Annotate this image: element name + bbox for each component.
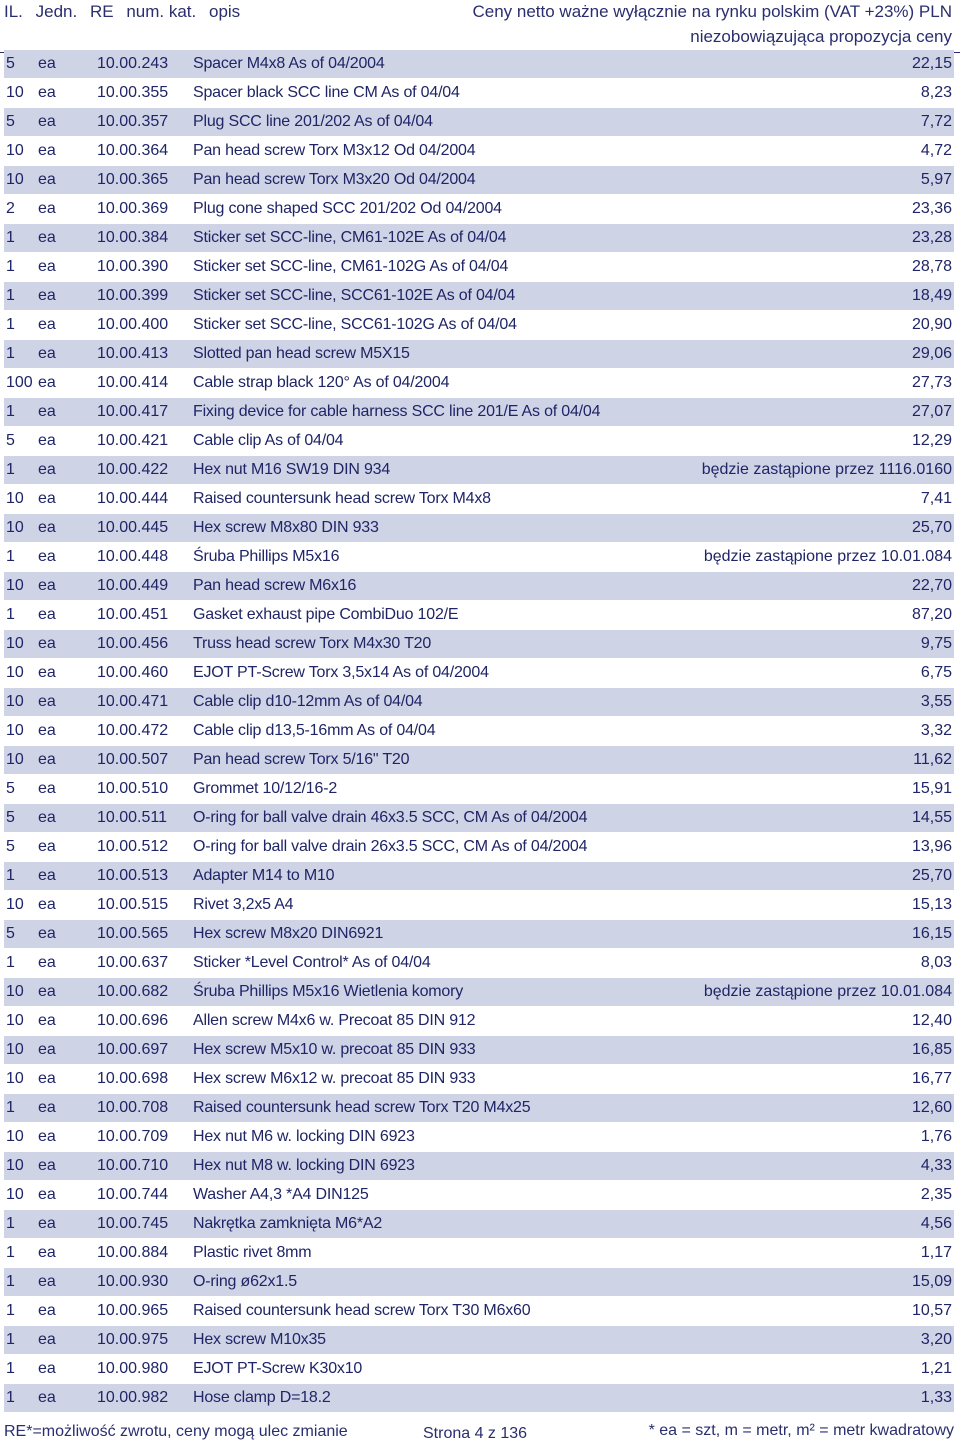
row-unit: ea [38, 1244, 56, 1261]
table-row [4, 485, 954, 514]
row-price: 1,33 [920, 1389, 952, 1406]
row-unit: ea [38, 1128, 56, 1145]
column-headers [4, 2, 248, 22]
row-price: 27,07 [911, 403, 952, 420]
row-catalog-number: 10.00.565 [97, 925, 169, 942]
row-description: Spacer black SCC line CM As of 04/04 [193, 84, 460, 101]
row-description: Gasket exhaust pipe CombiDuo 102/E [193, 606, 459, 623]
row-price: 20,90 [911, 316, 952, 333]
row-catalog-number: 10.00.384 [97, 229, 169, 246]
row-quantity: 1 [6, 287, 15, 304]
row-quantity: 10 [6, 751, 24, 768]
row-quantity: 1 [6, 1215, 15, 1232]
row-description: Cable clip d13,5-16mm As of 04/04 [193, 722, 436, 739]
row-catalog-number: 10.00.448 [97, 548, 169, 565]
row-description: Sticker set SCC-line, SCC61-102E As of 04/04 [193, 287, 516, 304]
row-quantity: 1 [6, 1273, 15, 1290]
row-quantity: 10 [6, 1041, 24, 1058]
row-price: 12,60 [911, 1099, 952, 1116]
row-description: Cable strap black 120° As of 04/2004 [193, 374, 450, 391]
table-row [4, 543, 954, 572]
row-quantity: 1 [6, 316, 15, 333]
row-description: Pan head screw M6x16 [193, 577, 357, 594]
row-quantity: 1 [6, 1099, 15, 1116]
row-price: 16,85 [911, 1041, 952, 1058]
row-unit: ea [38, 200, 56, 217]
price-list [4, 50, 954, 1413]
table-row [4, 224, 954, 253]
row-unit: ea [38, 1012, 56, 1029]
table-row [4, 1007, 954, 1036]
row-quantity: 10 [6, 664, 24, 681]
row-unit: ea [38, 374, 56, 391]
row-description: Pan head screw Torx M3x12 Od 04/2004 [193, 142, 476, 159]
row-quantity: 1 [6, 1331, 15, 1348]
table-row [4, 1094, 954, 1123]
row-price: 3,32 [920, 722, 952, 739]
row-unit: ea [38, 1331, 56, 1348]
row-description: Rivet 3,2x5 A4 [193, 896, 294, 913]
row-price: 23,28 [911, 229, 952, 246]
row-unit: ea [38, 519, 56, 536]
row-price: 10,57 [911, 1302, 952, 1319]
row-quantity: 1 [6, 1389, 15, 1406]
row-catalog-number: 10.00.513 [97, 867, 169, 884]
table-row [4, 108, 954, 137]
row-unit: ea [38, 635, 56, 652]
row-unit: ea [38, 461, 56, 478]
row-catalog-number: 10.00.708 [97, 1099, 169, 1116]
row-quantity: 5 [6, 113, 15, 130]
row-unit: ea [38, 55, 56, 72]
row-unit: ea [38, 925, 56, 942]
row-quantity: 1 [6, 345, 15, 362]
row-description: Hex screw M6x12 w. precoat 85 DIN 933 [193, 1070, 476, 1087]
row-catalog-number: 10.00.515 [97, 896, 169, 913]
row-unit: ea [38, 1302, 56, 1319]
row-price: 4,72 [920, 142, 952, 159]
row-description: O-ring for ball valve drain 26x3.5 SCC, CM As of 04/2004 [193, 838, 588, 855]
row-unit: ea [38, 780, 56, 797]
row-catalog-number: 10.00.884 [97, 1244, 169, 1261]
page-number: Strona 4 z 136 [423, 1425, 528, 1442]
table-row [4, 427, 954, 456]
row-catalog-number: 10.00.422 [97, 461, 169, 478]
row-unit: ea [38, 490, 56, 507]
row-quantity: 10 [6, 635, 24, 652]
row-quantity: 10 [6, 490, 24, 507]
row-description: Spacer M4x8 As of 04/2004 [193, 55, 385, 72]
row-unit: ea [38, 954, 56, 971]
row-unit: ea [38, 577, 56, 594]
row-catalog-number: 10.00.710 [97, 1157, 169, 1174]
table-row [4, 195, 954, 224]
row-price: 22,70 [911, 577, 952, 594]
row-quantity: 10 [6, 1186, 24, 1203]
row-catalog-number: 10.00.982 [97, 1389, 169, 1406]
table-row [4, 1181, 954, 1210]
row-unit: ea [38, 1099, 56, 1116]
row-price: 28,78 [911, 258, 952, 275]
row-quantity: 1 [6, 403, 15, 420]
row-unit: ea [38, 751, 56, 768]
row-price: 12,40 [911, 1012, 952, 1029]
row-catalog-number: 10.00.698 [97, 1070, 169, 1087]
table-row [4, 746, 954, 775]
row-description: Plug SCC line 201/202 As of 04/04 [193, 113, 433, 130]
row-price: 13,96 [911, 838, 952, 855]
row-description: Hose clamp D=18.2 [193, 1389, 331, 1406]
table-header [0, 0, 960, 53]
row-quantity: 10 [6, 722, 24, 739]
table-row [4, 1268, 954, 1297]
price-note-subtitle: niezobowiązująca propozycja ceny [690, 27, 952, 46]
table-row [4, 949, 954, 978]
row-unit: ea [38, 1041, 56, 1058]
row-description: Raised countersunk head screw Torx M4x8 [193, 490, 491, 507]
row-quantity: 1 [6, 1244, 15, 1261]
row-unit: ea [38, 258, 56, 275]
row-quantity: 2 [6, 200, 15, 217]
row-description: Hex screw M8x20 DIN6921 [193, 925, 384, 942]
col-num-kat: num. kat. [126, 2, 197, 21]
row-description: Plastic rivet 8mm [193, 1244, 312, 1261]
row-quantity: 1 [6, 548, 15, 565]
table-row [4, 514, 954, 543]
row-description: Adapter M14 to M10 [193, 867, 335, 884]
row-price: będzie zastąpione przez 1116.0160 [701, 461, 952, 478]
row-unit: ea [38, 606, 56, 623]
row-catalog-number: 10.00.697 [97, 1041, 169, 1058]
row-catalog-number: 10.00.365 [97, 171, 169, 188]
row-price: 87,20 [911, 606, 952, 623]
row-description: Fixing device for cable harness SCC line 201/E As of 04/04 [193, 403, 601, 420]
row-catalog-number: 10.00.456 [97, 635, 169, 652]
row-unit: ea [38, 287, 56, 304]
row-price: 5,97 [920, 171, 952, 188]
row-price: 3,55 [920, 693, 952, 710]
row-price: 2,35 [920, 1186, 952, 1203]
table-row [4, 775, 954, 804]
row-price: 16,15 [911, 925, 952, 942]
row-catalog-number: 10.00.390 [97, 258, 169, 275]
row-quantity: 5 [6, 809, 15, 826]
row-price: 25,70 [911, 867, 952, 884]
row-quantity: 10 [6, 1070, 24, 1087]
row-price: 7,41 [920, 490, 952, 507]
row-catalog-number: 10.00.449 [97, 577, 169, 594]
row-quantity: 10 [6, 171, 24, 188]
row-unit: ea [38, 403, 56, 420]
row-catalog-number: 10.00.451 [97, 606, 169, 623]
table-row [4, 978, 954, 1007]
col-opis: opis [208, 2, 241, 21]
row-quantity: 10 [6, 896, 24, 913]
row-description: Hex nut M16 SW19 DIN 934 [193, 461, 391, 478]
row-unit: ea [38, 983, 56, 1000]
table-row [4, 253, 954, 282]
row-description: O-ring ø62x1.5 [193, 1273, 297, 1290]
row-quantity: 1 [6, 1302, 15, 1319]
row-description: Pan head screw Torx M3x20 Od 04/2004 [193, 171, 476, 188]
row-catalog-number: 10.00.413 [97, 345, 169, 362]
row-quantity: 10 [6, 1157, 24, 1174]
row-catalog-number: 10.00.709 [97, 1128, 169, 1145]
row-price: 6,75 [920, 664, 952, 681]
row-catalog-number: 10.00.637 [97, 954, 169, 971]
row-unit: ea [38, 1273, 56, 1290]
row-unit: ea [38, 142, 56, 159]
row-quantity: 5 [6, 432, 15, 449]
row-catalog-number: 10.00.444 [97, 490, 169, 507]
row-quantity: 10 [6, 1012, 24, 1029]
table-row [4, 1210, 954, 1239]
row-price: 14,55 [911, 809, 952, 826]
row-catalog-number: 10.00.975 [97, 1331, 169, 1348]
row-quantity: 1 [6, 867, 15, 884]
row-unit: ea [38, 1070, 56, 1087]
row-quantity: 10 [6, 142, 24, 159]
row-catalog-number: 10.00.445 [97, 519, 169, 536]
row-description: Pan head screw Torx 5/16" T20 [193, 751, 410, 768]
table-row [4, 891, 954, 920]
table-row [4, 456, 954, 485]
row-unit: ea [38, 867, 56, 884]
table-row [4, 398, 954, 427]
row-quantity: 10 [6, 983, 24, 1000]
row-description: Raised countersunk head screw Torx T30 M6x60 [193, 1302, 531, 1319]
row-unit: ea [38, 316, 56, 333]
table-row [4, 804, 954, 833]
col-re: RE [89, 2, 114, 21]
row-quantity: 100 [6, 374, 33, 391]
row-catalog-number: 10.00.965 [97, 1302, 169, 1319]
table-row [4, 1036, 954, 1065]
row-unit: ea [38, 664, 56, 681]
row-price: 15,13 [911, 896, 952, 913]
row-catalog-number: 10.00.980 [97, 1360, 169, 1377]
row-catalog-number: 10.00.355 [97, 84, 169, 101]
row-description: Śruba Phillips M5x16 Wietlenia komory [193, 983, 464, 1000]
row-quantity: 5 [6, 780, 15, 797]
row-unit: ea [38, 693, 56, 710]
row-unit: ea [38, 229, 56, 246]
row-unit: ea [38, 1360, 56, 1377]
row-quantity: 1 [6, 258, 15, 275]
row-catalog-number: 10.00.512 [97, 838, 169, 855]
row-description: Cable clip As of 04/04 [193, 432, 344, 449]
table-row [4, 1355, 954, 1384]
col-jedn: Jedn. [35, 2, 78, 21]
table-row [4, 1065, 954, 1094]
table-row [4, 833, 954, 862]
row-unit: ea [38, 171, 56, 188]
row-price: 11,62 [913, 751, 952, 768]
page-footer [0, 1418, 960, 1447]
table-row [4, 166, 954, 195]
row-catalog-number: 10.00.369 [97, 200, 169, 217]
row-description: Sticker set SCC-line, SCC61-102G As of 04/04 [193, 316, 517, 333]
row-quantity: 5 [6, 838, 15, 855]
row-unit: ea [38, 809, 56, 826]
table-row [4, 1123, 954, 1152]
row-quantity: 1 [6, 954, 15, 971]
row-price: 18,49 [911, 287, 952, 304]
row-description: Hex nut M6 w. locking DIN 6923 [193, 1128, 415, 1145]
row-price: 1,17 [920, 1244, 952, 1261]
row-price: będzie zastąpione przez 10.01.084 [703, 548, 952, 565]
table-row [4, 79, 954, 108]
row-catalog-number: 10.00.414 [97, 374, 169, 391]
row-catalog-number: 10.00.399 [97, 287, 169, 304]
row-description: Sticker *Level Control* As of 04/04 [193, 954, 431, 971]
row-description: Hex screw M8x80 DIN 933 [193, 519, 379, 536]
row-catalog-number: 10.00.417 [97, 403, 169, 420]
row-price: 3,20 [920, 1331, 952, 1348]
table-row [4, 282, 954, 311]
row-catalog-number: 10.00.507 [97, 751, 169, 768]
row-price: 23,36 [911, 200, 952, 217]
row-catalog-number: 10.00.682 [97, 983, 169, 1000]
row-catalog-number: 10.00.421 [97, 432, 169, 449]
row-quantity: 1 [6, 229, 15, 246]
row-description: Sticker set SCC-line, CM61-102E As of 04/04 [193, 229, 507, 246]
row-catalog-number: 10.00.471 [97, 693, 169, 710]
table-row [4, 1239, 954, 1268]
row-price: będzie zastąpione przez 10.01.084 [703, 983, 952, 1000]
table-row [4, 1297, 954, 1326]
row-price: 8,23 [920, 84, 952, 101]
table-row [4, 1326, 954, 1355]
row-description: EJOT PT-Screw K30x10 [193, 1360, 363, 1377]
footer-note: RE*=możliwość zwrotu, ceny mogą ulec zmianie [4, 1423, 348, 1440]
row-price: 4,56 [920, 1215, 952, 1232]
table-row [4, 601, 954, 630]
row-catalog-number: 10.00.696 [97, 1012, 169, 1029]
row-price: 9,75 [920, 635, 952, 652]
row-price: 7,72 [920, 113, 952, 130]
table-row [4, 311, 954, 340]
table-row [4, 630, 954, 659]
unit-legend: * ea = szt, m = metr, m² = metr kwadratowy [648, 1422, 954, 1439]
row-description: Plug cone shaped SCC 201/202 Od 04/2004 [193, 200, 502, 217]
row-price: 16,77 [911, 1070, 952, 1087]
row-price: 27,73 [911, 374, 952, 391]
row-price: 15,91 [911, 780, 952, 797]
row-catalog-number: 10.00.357 [97, 113, 169, 130]
row-description: Hex screw M10x35 [193, 1331, 326, 1348]
row-description: Truss head screw Torx M4x30 T20 [193, 635, 432, 652]
row-price: 1,21 [920, 1360, 952, 1377]
row-description: EJOT PT-Screw Torx 3,5x14 As of 04/2004 [193, 664, 489, 681]
table-row [4, 920, 954, 949]
table-row [4, 137, 954, 166]
table-row [4, 1152, 954, 1181]
row-unit: ea [38, 1157, 56, 1174]
row-unit: ea [38, 896, 56, 913]
row-price: 12,29 [911, 432, 952, 449]
row-unit: ea [38, 1215, 56, 1232]
row-description: Nakrętka zamknięta M6*A2 [193, 1215, 383, 1232]
row-unit: ea [38, 84, 56, 101]
row-description: Slotted pan head screw M5X15 [193, 345, 410, 362]
row-catalog-number: 10.00.400 [97, 316, 169, 333]
table-row [4, 1384, 954, 1413]
table-row [4, 50, 954, 79]
row-price: 29,06 [911, 345, 952, 362]
row-description: Sticker set SCC-line, CM61-102G As of 04/04 [193, 258, 509, 275]
row-description: Grommet 10/12/16-2 [193, 780, 338, 797]
row-unit: ea [38, 1389, 56, 1406]
table-row [4, 717, 954, 746]
table-row [4, 369, 954, 398]
row-catalog-number: 10.00.930 [97, 1273, 169, 1290]
row-catalog-number: 10.00.243 [97, 55, 169, 72]
table-row [4, 659, 954, 688]
price-note: Ceny netto ważne wyłącznie na rynku polskim (VAT +23%) PLN [472, 2, 952, 21]
row-unit: ea [38, 113, 56, 130]
row-description: O-ring for ball valve drain 46x3.5 SCC, CM As of 04/2004 [193, 809, 588, 826]
row-unit: ea [38, 838, 56, 855]
row-description: Hex screw M5x10 w. precoat 85 DIN 933 [193, 1041, 476, 1058]
row-catalog-number: 10.00.364 [97, 142, 169, 159]
row-quantity: 10 [6, 1128, 24, 1145]
row-description: Allen screw M4x6 w. Precoat 85 DIN 912 [193, 1012, 476, 1029]
row-price: 22,15 [911, 55, 952, 72]
row-catalog-number: 10.00.460 [97, 664, 169, 681]
row-description: Washer A4,3 *A4 DIN125 [193, 1186, 369, 1203]
row-unit: ea [38, 548, 56, 565]
row-description: Cable clip d10-12mm As of 04/04 [193, 693, 423, 710]
row-quantity: 10 [6, 519, 24, 536]
col-il: IL. [4, 2, 23, 21]
row-price: 4,33 [920, 1157, 952, 1174]
row-catalog-number: 10.00.510 [97, 780, 169, 797]
row-unit: ea [38, 722, 56, 739]
row-price: 1,76 [920, 1128, 952, 1145]
row-unit: ea [38, 345, 56, 362]
row-catalog-number: 10.00.511 [97, 809, 167, 826]
row-catalog-number: 10.00.744 [97, 1186, 169, 1203]
row-quantity: 1 [6, 606, 15, 623]
table-row [4, 862, 954, 891]
row-description: Hex nut M8 w. locking DIN 6923 [193, 1157, 415, 1174]
row-description: Śruba Phillips M5x16 [193, 548, 340, 565]
row-quantity: 5 [6, 55, 15, 72]
row-description: Raised countersunk head screw Torx T20 M4x25 [193, 1099, 531, 1116]
table-row [4, 340, 954, 369]
row-catalog-number: 10.00.472 [97, 722, 169, 739]
row-price: 15,09 [911, 1273, 952, 1290]
row-quantity: 10 [6, 84, 24, 101]
table-row [4, 572, 954, 601]
row-quantity: 1 [6, 461, 15, 478]
row-catalog-number: 10.00.745 [97, 1215, 169, 1232]
row-quantity: 10 [6, 693, 24, 710]
row-price: 8,03 [920, 954, 952, 971]
row-quantity: 10 [6, 577, 24, 594]
row-quantity: 5 [6, 925, 15, 942]
table-row [4, 688, 954, 717]
row-quantity: 1 [6, 1360, 15, 1377]
row-price: 25,70 [911, 519, 952, 536]
row-unit: ea [38, 432, 56, 449]
row-unit: ea [38, 1186, 56, 1203]
